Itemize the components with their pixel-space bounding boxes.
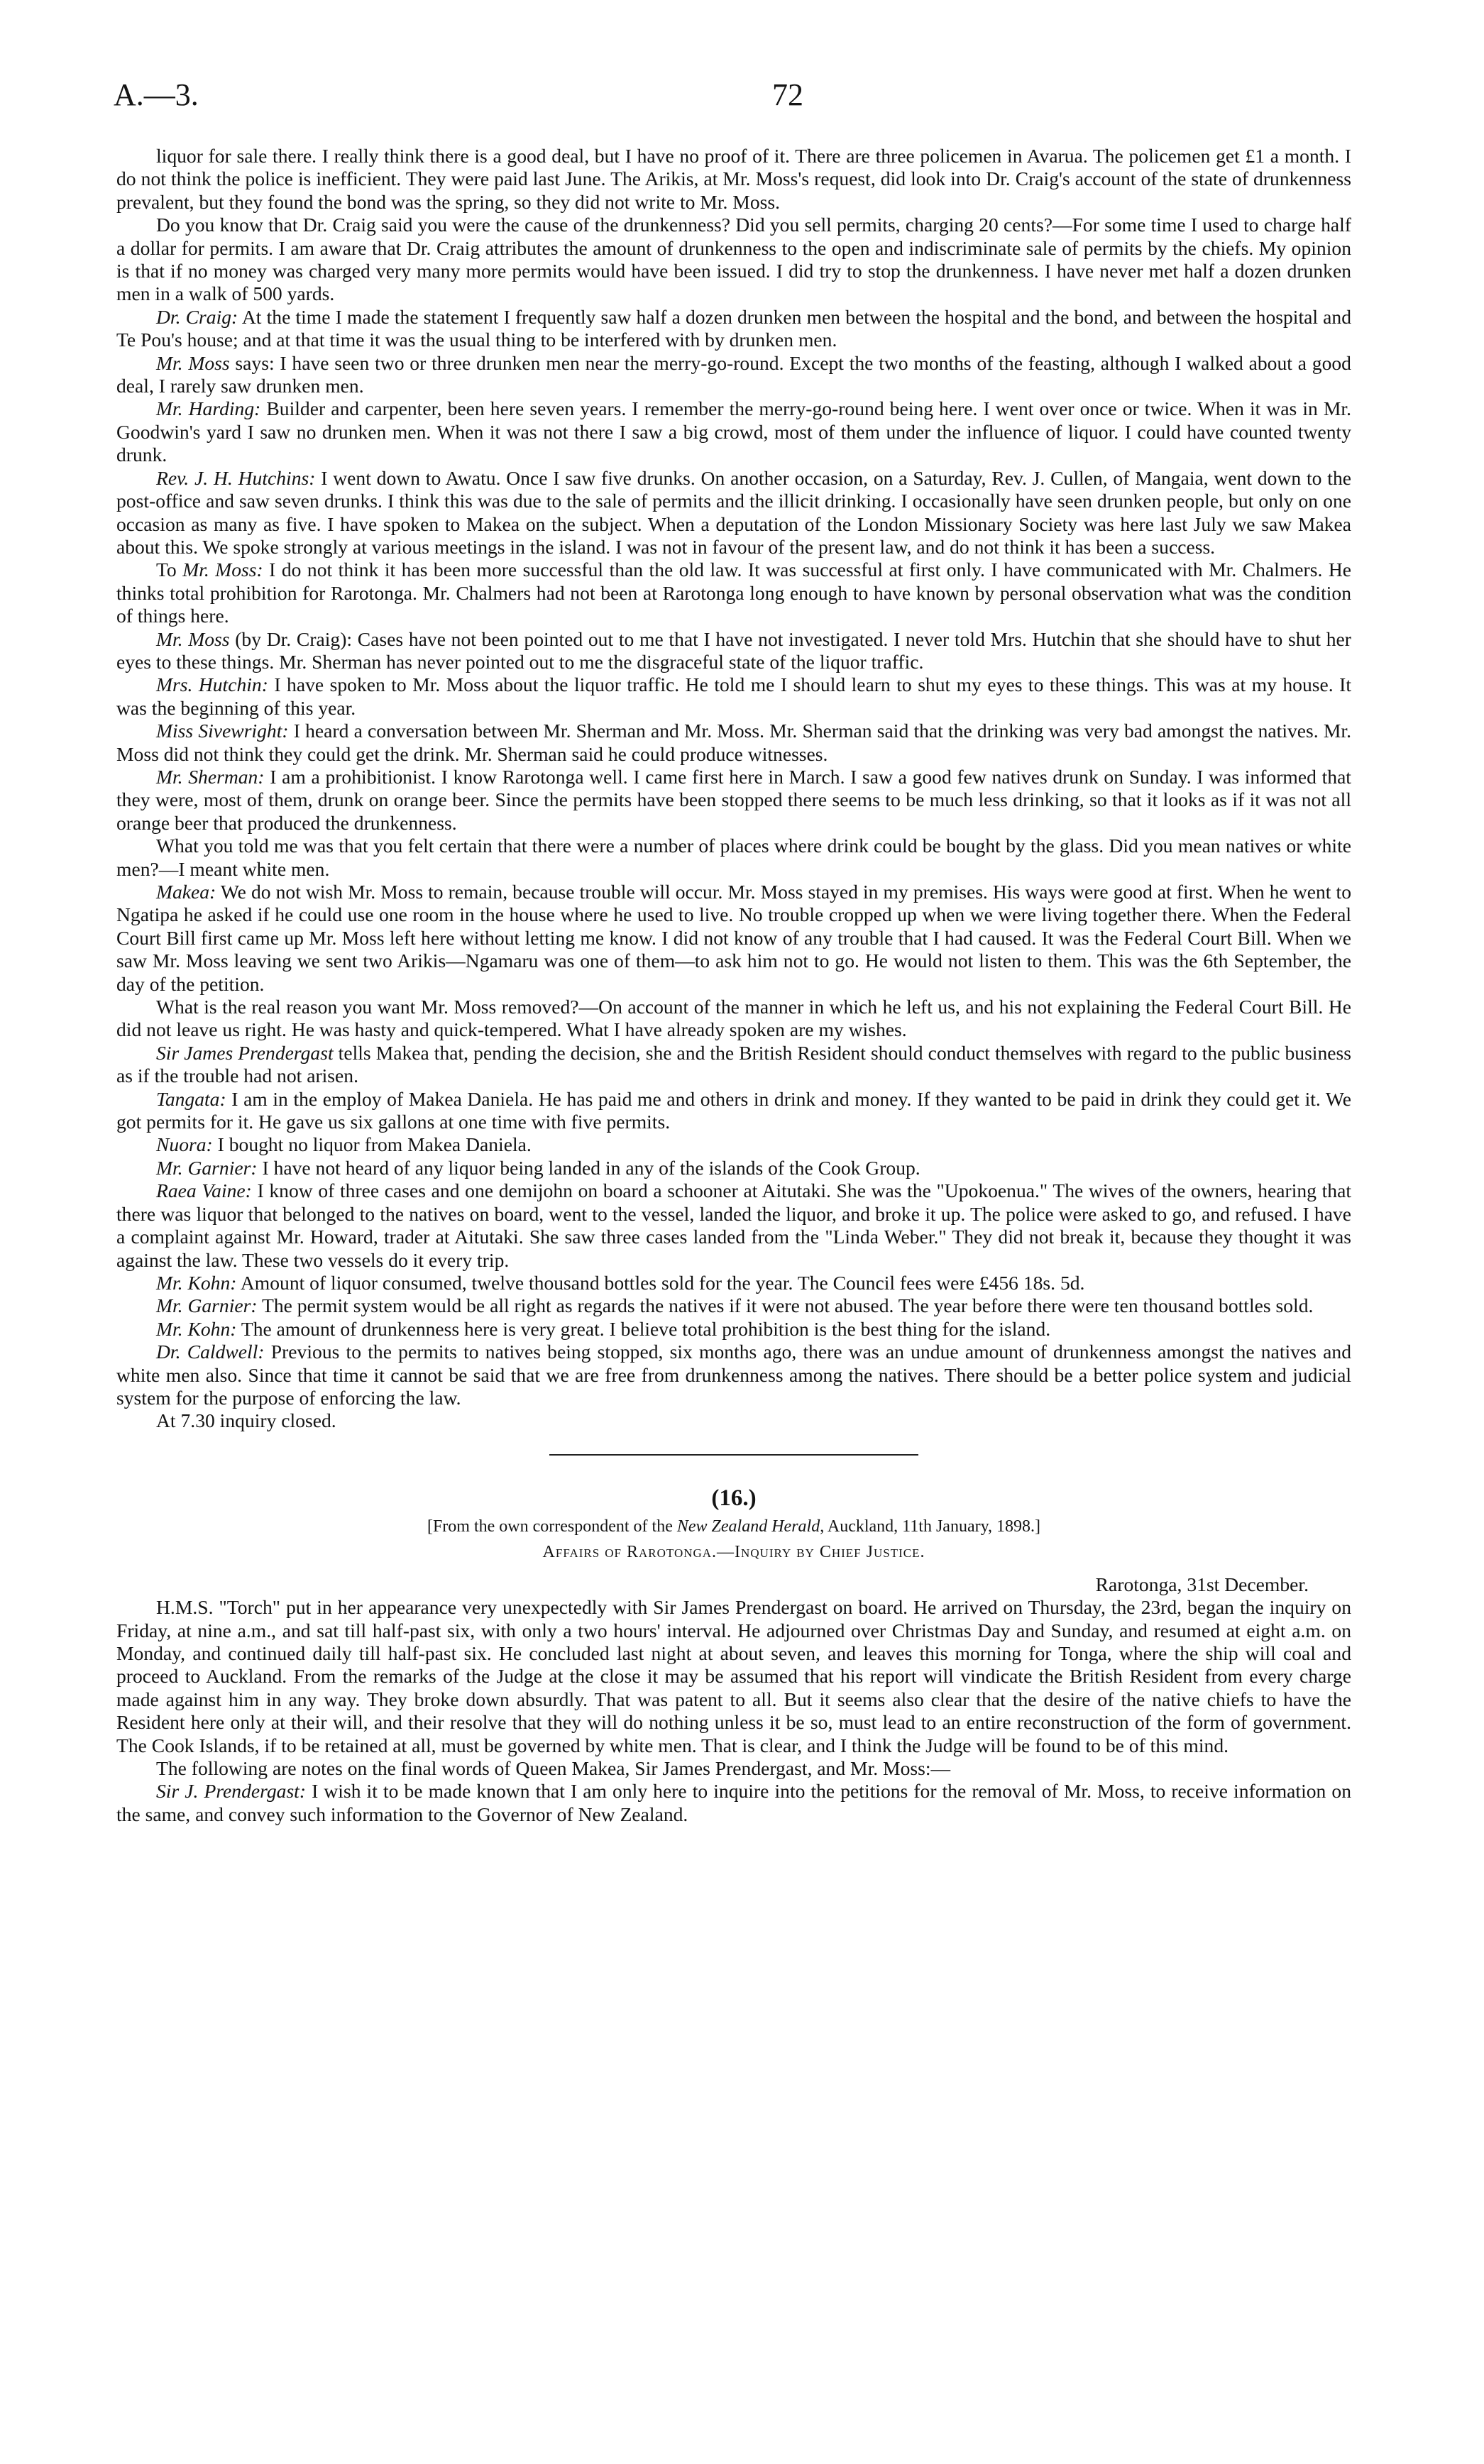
paragraph [116, 1088, 1351, 1134]
paragraph-text: Amount of liquor consumed, twelve thousand bottles sold for the year. The Council fees were £456 18s. 5d. [236, 1271, 1085, 1294]
speaker-name: Rev. J. H. Hutchins: [156, 466, 316, 489]
paragraph [116, 1757, 1351, 1780]
speaker-name: Nuora: [156, 1133, 213, 1156]
paragraph-text: I have spoken to Mr. Moss about the liquor traffic. He told me I should learn to shut my eyes to these things. This was at my house. It was the beginning of this year. [116, 673, 1351, 719]
paragraph [116, 881, 1351, 996]
paragraph [116, 1409, 1351, 1432]
paragraph-text: What you told me was that you felt certain that there were a number of places where drink could be bought by the glass. Did you mean natives or white men?—I meant white men. [116, 835, 1351, 880]
paragraph [116, 1042, 1351, 1088]
paragraph-text: (by Dr. Craig): Cases have not been pointed out to me that I have not investigated. I never told Mrs. Hutchin that she should have to shut her eyes to these things. Mr. Sherman has never pointed out to me the disgraceful state of the liquor traffic. [116, 627, 1351, 673]
paragraph [116, 835, 1351, 881]
paragraph-text: I went down to Awatu. Once I saw five drunks. On another occasion, on a Saturday, Rev. J. Cullen, of Mangaia, went down to the post-office and saw seven drunks. I think this was due to the sale of permits and the illicit drinking. I occasionally have seen drunken people, but only on one occasion as many as five. I have spoken to Makea on the subject. When a deputation of the London Missionary Society was here last July we saw Makea about this. We spoke strongly at various meetings in the island. I was not in favour of the present law, and do not think it has been a success. [116, 466, 1351, 558]
section-number: (16.) [711, 1485, 757, 1511]
paragraph [116, 559, 1351, 627]
paragraph-text: I know of three cases and one demijohn on board a schooner at Aitutaki. She was the "Upokoenua." The wives of the owners, hearing that there was liquor that belonged to the natives on board, went to the vessel, landed the liquor, and broke it up. The police were asked to go, and refused. I have a complaint against Mr. Howard, trader at Aitutaki. She saw three cases landed from the "Linda Weber." They did not break it, because they thought it was against the law. These two vessels do it every trip. [116, 1179, 1351, 1271]
speaker-name: Mr. Kohn: [156, 1317, 237, 1340]
speaker-name: Mr. Moss: [182, 559, 263, 581]
paragraph-text: At 7.30 inquiry closed. [156, 1409, 336, 1432]
inquiry-transcript [116, 145, 1351, 1433]
speaker-name: Sir J. Prendergast: [156, 1780, 307, 1803]
paragraph [116, 628, 1351, 674]
paragraph [116, 145, 1351, 214]
paragraph-text: I am in the employ of Makea Daniela. He has paid me and others in drink and money. If they wanted to be paid in drink they could get it. We got permits for it. He gave us six gallons at one time with five permits. [116, 1087, 1351, 1133]
speaker-name: Sir James Prendergast [156, 1041, 334, 1064]
paragraph [116, 1157, 1351, 1179]
paragraph-text: Previous to the permits to natives being stopped, six months ago, there was an undue amount of drunkenness amongst the natives and white men also. Since that time it cannot be said that we are free from drunkenness among the natives. There should be a better police system and judicial system for the purpose of enforcing the law. [116, 1341, 1351, 1409]
paragraph [116, 1294, 1351, 1317]
source-note-suffix: , Auckland, 11th January, 1898.] [820, 1517, 1041, 1536]
paragraph-text: I have not heard of any liquor being landed in any of the islands of the Cook Group. [257, 1156, 920, 1179]
paragraph [116, 214, 1351, 306]
paragraph-prefix: To [156, 559, 183, 581]
paragraph [116, 397, 1351, 466]
speaker-name: Mr. Harding: [156, 397, 261, 420]
paragraph [116, 306, 1351, 352]
speaker-name: Miss Sivewright: [156, 720, 289, 742]
paragraph [116, 996, 1351, 1042]
speaker-name: Mr. Garnier: [156, 1294, 258, 1317]
document-reference: A.—3. [114, 77, 199, 112]
paragraph [116, 1272, 1351, 1294]
paragraph [116, 673, 1351, 720]
article-title: Affairs of Rarotonga.—Inquiry by Chief Justice. [542, 1542, 925, 1561]
paragraph-text: We do not wish Mr. Moss to remain, because trouble will occur. Mr. Moss stayed in my premises. His ways were good at first. When he went to Ngatipa he asked if he could use one room in the house where he used to live. No trouble cropped up when we were living together there. When the Federal Court Bill first came up Mr. Moss left here without letting me know. I did not know of any trouble that I had caused. It was the Federal Court Bill. When we saw Mr. Moss leaving we sent two Arikis—Ngamaru was one of them—to ask him not to go. He would not listen to them. This was the 6th September, the day of the petition. [116, 881, 1351, 995]
paragraph-text: I wish it to be made known that I am only here to inquire into the petitions for the removal of Mr. Moss, to receive information on the same, and convey such information to the Governor of New Zealand. [116, 1780, 1351, 1825]
newspaper-title: New Zealand Herald [676, 1517, 820, 1536]
paragraph-text: tells Makea that, pending the decision, she and the British Resident should conduct themselves with regard to the public business as if the trouble had not arisen. [116, 1041, 1351, 1087]
paragraph-text: I am a prohibitionist. I know Rarotonga well. I came first here in March. I saw a good few natives drunk on Sunday. I was informed that they were, most of them, drunk on orange beer. Since the permits have been stopped there seems to be much less drinking, so that it looks as if it was not all orange beer that produced the drunkenness. [116, 765, 1351, 834]
speaker-name: Dr. Craig: [156, 305, 238, 328]
paragraph [116, 1341, 1351, 1409]
speaker-name: Dr. Caldwell: [156, 1341, 265, 1363]
speaker-name: Mr. Moss [156, 351, 230, 374]
paragraph [116, 1133, 1351, 1156]
paragraph-text: I heard a conversation between Mr. Sherman and Mr. Moss. Mr. Sherman said that the drinking was very bad amongst the natives. Mr. Moss did not think they could get the drink. Mr. Sherman said he could produce witnesses. [116, 720, 1351, 765]
speaker-name: Mr. Garnier: [156, 1156, 258, 1179]
paragraph-text: I do not think it has been more successful than the old law. It was successful at first only. I have communicated with Mr. Chalmers. He thinks total prohibition for Rarotonga. Mr. Chalmers had not been at Rarotonga long enough to have known by personal observation what was the condition of things here. [116, 559, 1351, 627]
paragraph-text: I bought no liquor from Makea Daniela. [212, 1133, 532, 1156]
running-header [114, 77, 1348, 126]
paragraph-text: What is the real reason you want Mr. Moss removed?—On account of the manner in which he left us, and his not explaining the Federal Court Bill. He did not leave us right. He was hasty and quick-tempered. What I have already spoken are my wishes. [116, 996, 1351, 1041]
paragraph-text: The permit system would be all right as regards the natives if it were not abused. The year before there were ten thousand bottles sold. [257, 1294, 1314, 1317]
paragraph [116, 1179, 1351, 1272]
paragraph-text: At the time I made the statement I frequently saw half a dozen drunken men between the hospital and the bond, and between the hospital and Te Pou's house; and at that time it was the usual thing to be interfered with by drunken men. [116, 305, 1352, 351]
paragraph [116, 1780, 1351, 1826]
body-text [116, 145, 1351, 1830]
paragraph-text: liquor for sale there. I really think there is a good deal, but I have no proof of it. There are three policemen in Avarua. The policemen get £1 a month. I do not think the police is inefficient. They were paid last June. The Arikis, at Mr. Moss's request, did look into Dr. Craig's account of the state of drunkenness prevalent, but they found the bond was the spring, so they did not write to Mr. Moss. [116, 145, 1351, 213]
page-number: 72 [772, 77, 803, 112]
speaker-name: Makea: [156, 881, 216, 903]
paragraph [116, 720, 1351, 766]
paragraph-text: says: I have seen two or three drunken men near the merry-go-round. Except the two months of the feasting, although I walked about a good deal, I rarely saw drunken men. [116, 351, 1351, 397]
paragraph [116, 1596, 1351, 1757]
paragraph [116, 766, 1351, 835]
article-body [116, 1596, 1351, 1826]
speaker-name: Mr. Sherman: [156, 765, 265, 788]
paragraph-text: The amount of drunkenness here is very great. I believe total prohibition is the best thing for the island. [236, 1317, 1051, 1340]
speaker-name: Mrs. Hutchin: [156, 673, 268, 696]
source-note [116, 1515, 1351, 1538]
speaker-name: Tangata: [156, 1087, 226, 1110]
paragraph [116, 352, 1351, 398]
paragraph [116, 1318, 1351, 1341]
paragraph-text: H.M.S. "Torch" put in her appearance very unexpectedly with Sir James Prendergast on board. He arrived on Thursday, the 23rd, began the inquiry on Friday, at nine a.m., and sat till half-past six, with only a two hours' interval. He adjourned over Christmas Day and Sunday, and resumed at eight a.m. on Monday, and continued daily till half-past six. He concluded last night at about seven, and leaves this morning for Tonga, where the ship will coal and proceed to Auckland. From the remarks of the Judge at the close it may be assumed that his report will vindicate the British Resident from every charge made against him in any way. They broke down absurdly. That was patent to all. But it seems also clear that the desire of the native chiefs to have the Resident here only at their will, and their resolve that they will do nothing unless it be so, must lead to an entire reconstruction of the form of government. The Cook Islands, if to be retained at all, must be governed by white men. That is clear, and I think the Judge will be found to be of this mind. [116, 1596, 1351, 1756]
section-divider [549, 1454, 918, 1456]
paragraph-text: The following are notes on the final words of Queen Makea, Sir James Prendergast, and Mr. Moss:— [156, 1757, 951, 1779]
paragraph-text: Do you know that Dr. Craig said you were the cause of the drunkenness? Did you sell permits, charging 20 cents?—For some time I used to charge half a dollar for permits. I am aware that Dr. Craig attributes the amount of drunkenness to the open and indiscriminate sale of permits by the chiefs. My opinion is that if no money was charged very many more permits would have been issued. I did try to stop the drunkenness. I have never met half a dozen drunken men in a walk of 500 yards. [116, 214, 1351, 305]
paragraph-text: Builder and carpenter, been here seven years. I remember the merry-go-round being here. I went over once or twice. When it was in Mr. Goodwin's yard I saw no drunken men. When it was not there I saw a big crowd, most of them under the influence of liquor. I could have counted twenty drunk. [116, 397, 1351, 466]
speaker-name: Mr. Moss [156, 627, 230, 650]
source-note-prefix: [From the own correspondent of the [427, 1517, 677, 1536]
paragraph [116, 467, 1351, 559]
dateline: Rarotonga, 31st December. [1095, 1573, 1309, 1595]
speaker-name: Raea Vaine: [156, 1179, 252, 1202]
speaker-name: Mr. Kohn: [156, 1271, 237, 1294]
